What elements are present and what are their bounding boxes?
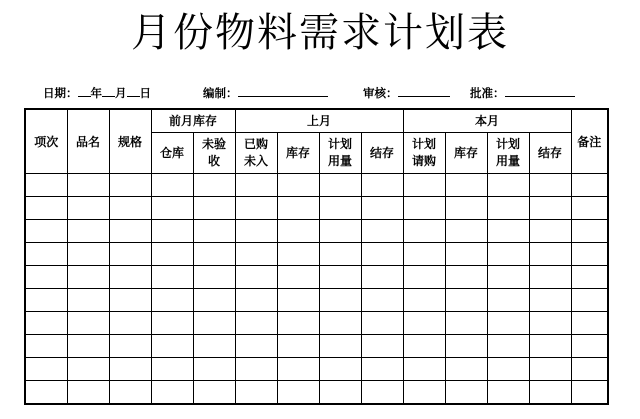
table-cell[interactable] xyxy=(277,335,319,358)
table-cell[interactable] xyxy=(235,174,277,197)
table-row xyxy=(25,266,608,289)
header-name: 品名 xyxy=(67,109,109,174)
subheader-planned-request-label: 计划请购 xyxy=(412,137,437,168)
table-cell[interactable] xyxy=(487,358,529,381)
header-last-month: 上月 xyxy=(235,109,403,133)
table-cell[interactable] xyxy=(277,243,319,266)
table-cell[interactable] xyxy=(109,335,151,358)
table-cell[interactable] xyxy=(361,243,403,266)
table-cell[interactable] xyxy=(571,243,608,266)
table-cell[interactable] xyxy=(151,381,193,405)
table-cell[interactable] xyxy=(235,312,277,335)
table-cell[interactable] xyxy=(445,381,487,405)
table-cell[interactable] xyxy=(487,381,529,405)
table-cell[interactable] xyxy=(403,358,445,381)
table-cell[interactable] xyxy=(529,174,571,197)
approver-field xyxy=(470,84,575,100)
table-cell[interactable] xyxy=(487,243,529,266)
table-cell[interactable] xyxy=(67,312,109,335)
table-cell[interactable] xyxy=(151,358,193,381)
editor-blank[interactable] xyxy=(238,84,328,97)
subheader-last-balance-label: 结存 xyxy=(370,145,395,160)
table-cell[interactable] xyxy=(529,381,571,405)
table-cell[interactable] xyxy=(571,266,608,289)
table-cell[interactable] xyxy=(487,197,529,220)
table-cell[interactable] xyxy=(193,381,235,405)
table-cell[interactable] xyxy=(445,243,487,266)
subheader-last-stock-label: 库存 xyxy=(286,145,311,160)
table-cell[interactable] xyxy=(235,358,277,381)
table-cell[interactable] xyxy=(571,289,608,312)
table-cell[interactable] xyxy=(193,220,235,243)
table-cell[interactable] xyxy=(151,289,193,312)
table-cell[interactable] xyxy=(67,381,109,405)
table-cell[interactable] xyxy=(193,358,235,381)
header-row-1 xyxy=(25,109,608,133)
table-cell[interactable] xyxy=(361,381,403,405)
table-cell[interactable] xyxy=(193,243,235,266)
subheader-purchased-not-received xyxy=(235,133,277,174)
subheader-this-planned-usage-label: 计划用量 xyxy=(496,137,521,168)
subheader-last-planned-usage-label: 计划用量 xyxy=(328,137,353,168)
table-cell[interactable] xyxy=(571,358,608,381)
table-cell[interactable] xyxy=(361,220,403,243)
table-cell[interactable] xyxy=(151,220,193,243)
day-blank[interactable] xyxy=(127,84,140,97)
table-cell[interactable] xyxy=(277,266,319,289)
subheader-this-planned-usage xyxy=(487,133,529,174)
table-cell[interactable] xyxy=(361,266,403,289)
table-cell[interactable] xyxy=(67,174,109,197)
table-cell[interactable] xyxy=(319,243,361,266)
year-label: 年 xyxy=(90,86,102,100)
table-cell[interactable] xyxy=(319,174,361,197)
table-cell[interactable] xyxy=(361,174,403,197)
table-row xyxy=(25,174,608,197)
table-cell[interactable] xyxy=(319,381,361,405)
table-cell[interactable] xyxy=(529,243,571,266)
subheader-warehouse xyxy=(151,133,193,174)
table-cell[interactable] xyxy=(277,174,319,197)
table-cell[interactable] xyxy=(151,243,193,266)
header-prev-stock: 前月库存 xyxy=(151,109,235,133)
table-cell[interactable] xyxy=(529,312,571,335)
table-cell[interactable] xyxy=(235,243,277,266)
table-cell[interactable] xyxy=(193,197,235,220)
table-row xyxy=(25,381,608,405)
table-row xyxy=(25,243,608,266)
reviewer-label: 审核： xyxy=(363,86,398,100)
table-cell[interactable] xyxy=(67,335,109,358)
subheader-last-balance xyxy=(361,133,403,174)
table-cell[interactable] xyxy=(445,289,487,312)
year-blank[interactable] xyxy=(78,84,91,97)
table-cell[interactable] xyxy=(25,358,67,381)
table-cell[interactable] xyxy=(109,174,151,197)
subheader-last-planned-usage xyxy=(319,133,361,174)
subheader-uninspected-label: 未验收 xyxy=(202,137,227,168)
table-body xyxy=(25,174,608,405)
table-cell[interactable] xyxy=(529,289,571,312)
table-cell[interactable] xyxy=(235,266,277,289)
table-cell[interactable] xyxy=(151,174,193,197)
subheader-purchased-not-received-label: 已购未入 xyxy=(244,137,269,168)
table-cell[interactable] xyxy=(235,197,277,220)
subheader-uninspected xyxy=(193,133,235,174)
table-cell[interactable] xyxy=(571,197,608,220)
table-row xyxy=(25,197,608,220)
table-cell[interactable] xyxy=(319,358,361,381)
table-row xyxy=(25,289,608,312)
table-cell[interactable] xyxy=(487,312,529,335)
subheader-this-stock xyxy=(445,133,487,174)
table-cell[interactable] xyxy=(67,289,109,312)
table-cell[interactable] xyxy=(487,266,529,289)
table-cell[interactable] xyxy=(25,174,67,197)
table-row xyxy=(25,312,608,335)
table-cell[interactable] xyxy=(235,289,277,312)
table-cell[interactable] xyxy=(193,174,235,197)
approver-label: 批准： xyxy=(470,86,505,100)
table-cell[interactable] xyxy=(445,312,487,335)
table-cell[interactable] xyxy=(403,243,445,266)
page-title: 月份物料需求计划表 xyxy=(131,10,509,56)
table-cell[interactable] xyxy=(151,312,193,335)
table-cell[interactable] xyxy=(319,289,361,312)
table-cell[interactable] xyxy=(571,312,608,335)
table-cell[interactable] xyxy=(403,197,445,220)
table-cell[interactable] xyxy=(235,381,277,405)
table-cell[interactable] xyxy=(445,358,487,381)
table-row xyxy=(25,358,608,381)
table-cell[interactable] xyxy=(151,197,193,220)
table-row xyxy=(25,220,608,243)
table-cell[interactable] xyxy=(235,335,277,358)
table-cell[interactable] xyxy=(403,174,445,197)
table-cell[interactable] xyxy=(487,220,529,243)
subheader-last-stock xyxy=(277,133,319,174)
table-cell[interactable] xyxy=(193,335,235,358)
table-cell[interactable] xyxy=(277,358,319,381)
table-cell[interactable] xyxy=(109,243,151,266)
header-spec: 规格 xyxy=(109,109,151,174)
reviewer-blank[interactable] xyxy=(398,84,450,97)
table-cell[interactable] xyxy=(529,358,571,381)
table-cell[interactable] xyxy=(151,335,193,358)
table-cell[interactable] xyxy=(193,289,235,312)
table-cell[interactable] xyxy=(25,220,67,243)
table-cell[interactable] xyxy=(361,289,403,312)
date-label: 日期： xyxy=(43,86,78,100)
table-cell[interactable] xyxy=(277,312,319,335)
table-cell[interactable] xyxy=(25,289,67,312)
table-cell[interactable] xyxy=(67,358,109,381)
table-cell[interactable] xyxy=(235,220,277,243)
table-cell[interactable] xyxy=(109,197,151,220)
table-cell[interactable] xyxy=(529,197,571,220)
table-cell[interactable] xyxy=(571,174,608,197)
requirement-table xyxy=(24,108,609,405)
editor-field xyxy=(203,84,328,100)
table-cell[interactable] xyxy=(277,220,319,243)
table-cell[interactable] xyxy=(25,266,67,289)
table-cell[interactable] xyxy=(67,220,109,243)
table-cell[interactable] xyxy=(277,381,319,405)
table-cell[interactable] xyxy=(529,266,571,289)
table-cell[interactable] xyxy=(445,266,487,289)
table-cell[interactable] xyxy=(487,335,529,358)
table-cell[interactable] xyxy=(319,335,361,358)
table-cell[interactable] xyxy=(193,312,235,335)
table-cell[interactable] xyxy=(277,197,319,220)
table-cell[interactable] xyxy=(193,266,235,289)
table-cell[interactable] xyxy=(109,220,151,243)
table-cell[interactable] xyxy=(25,381,67,405)
table-cell[interactable] xyxy=(151,266,193,289)
header-remark: 备注 xyxy=(571,109,608,174)
table-cell[interactable] xyxy=(445,335,487,358)
table-cell[interactable] xyxy=(403,266,445,289)
table-cell[interactable] xyxy=(445,174,487,197)
approver-blank[interactable] xyxy=(505,84,575,97)
table-cell[interactable] xyxy=(487,289,529,312)
subheader-warehouse-label: 仓库 xyxy=(160,145,185,160)
table-cell[interactable] xyxy=(319,197,361,220)
table-cell[interactable] xyxy=(403,220,445,243)
table-cell[interactable] xyxy=(445,220,487,243)
table-cell[interactable] xyxy=(25,197,67,220)
table-cell[interactable] xyxy=(109,289,151,312)
table-cell[interactable] xyxy=(571,335,608,358)
table-cell[interactable] xyxy=(403,312,445,335)
table-cell[interactable] xyxy=(361,197,403,220)
table-cell[interactable] xyxy=(529,220,571,243)
table-cell[interactable] xyxy=(277,289,319,312)
table-cell[interactable] xyxy=(487,174,529,197)
month-label: 月 xyxy=(115,86,127,100)
table-cell[interactable] xyxy=(67,243,109,266)
table-row xyxy=(25,335,608,358)
header-item-no: 项次 xyxy=(25,109,67,174)
table-cell[interactable] xyxy=(109,266,151,289)
subheader-planned-request xyxy=(403,133,445,174)
table-cell[interactable] xyxy=(403,289,445,312)
table-cell[interactable] xyxy=(319,312,361,335)
reviewer-field xyxy=(363,84,450,100)
table-cell[interactable] xyxy=(319,266,361,289)
table-cell[interactable] xyxy=(361,335,403,358)
table-cell[interactable] xyxy=(445,197,487,220)
table-cell[interactable] xyxy=(361,358,403,381)
subheader-this-balance-label: 结存 xyxy=(538,145,563,160)
table-cell[interactable] xyxy=(25,312,67,335)
day-label: 日 xyxy=(139,86,151,100)
table-cell[interactable] xyxy=(67,197,109,220)
table-cell[interactable] xyxy=(529,335,571,358)
table-cell[interactable] xyxy=(25,335,67,358)
date-field xyxy=(43,84,151,100)
table-cell[interactable] xyxy=(361,312,403,335)
table-cell[interactable] xyxy=(109,381,151,405)
editor-label: 编制： xyxy=(203,86,238,100)
table-cell[interactable] xyxy=(109,358,151,381)
subheader-this-balance xyxy=(529,133,571,174)
table-cell[interactable] xyxy=(403,335,445,358)
table-cell[interactable] xyxy=(25,243,67,266)
table-cell[interactable] xyxy=(571,220,608,243)
table-cell[interactable] xyxy=(571,381,608,405)
table-cell[interactable] xyxy=(319,220,361,243)
table-cell[interactable] xyxy=(403,381,445,405)
subheader-this-stock-label: 库存 xyxy=(454,145,479,160)
header-this-month: 本月 xyxy=(403,109,571,133)
table-cell[interactable] xyxy=(67,266,109,289)
table-cell[interactable] xyxy=(109,312,151,335)
month-blank[interactable] xyxy=(102,84,115,97)
